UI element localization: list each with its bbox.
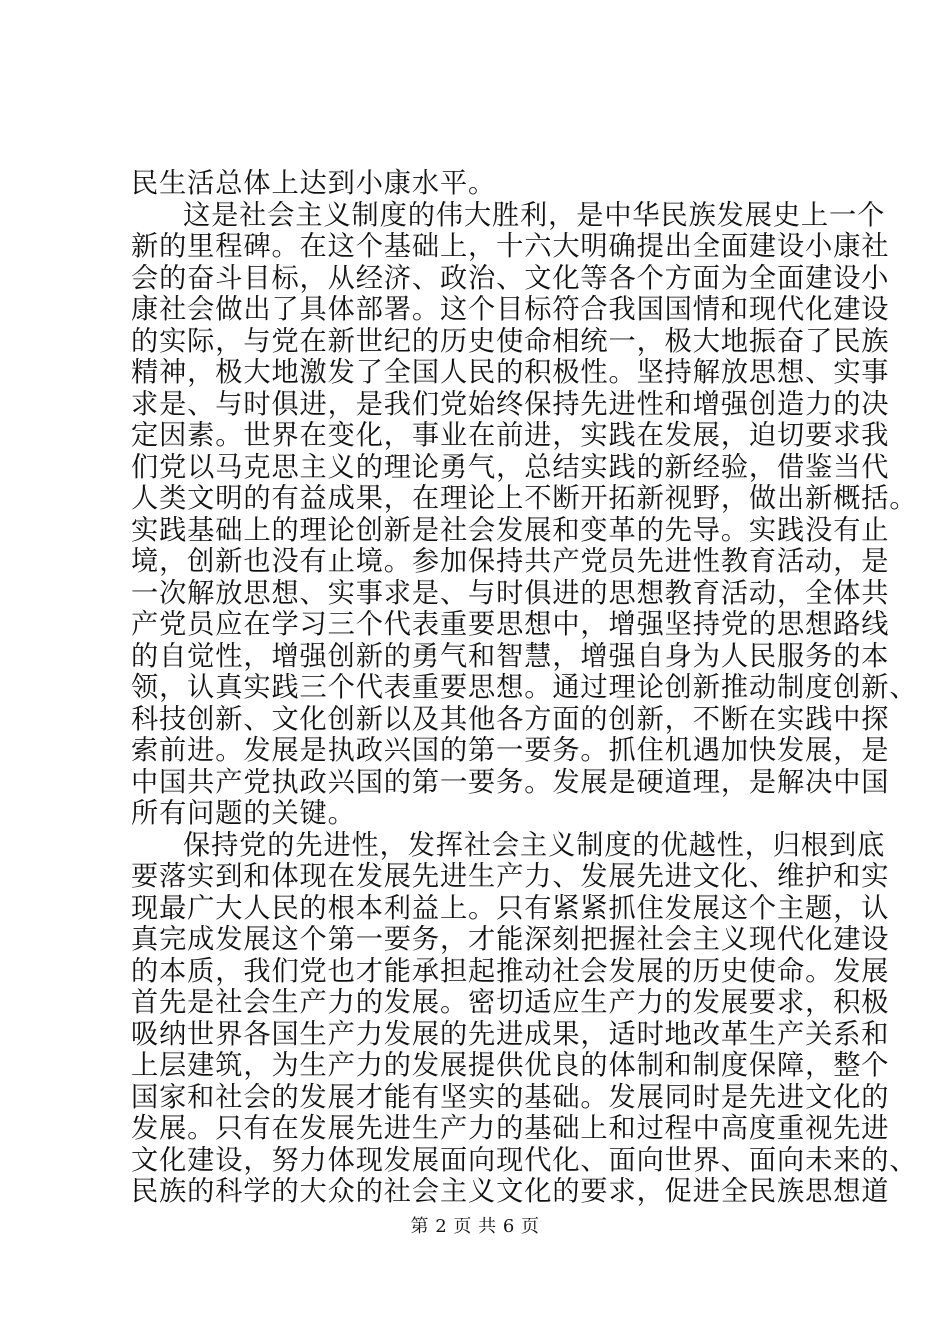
- document-body: [131, 168, 918, 1208]
- text-line: 民生活总体上达到小康水平。: [131, 168, 497, 199]
- text-line: 的本质，我们党也才能承担起推动社会发展的历史使命。发展: [131, 955, 890, 987]
- text-line: 现最广大人民的根本利益上。只有紧紧抓住发展这个主题，认: [131, 892, 890, 924]
- text-line: 吸纳世界各国生产力发展的先进成果，适时地改革生产关系和: [131, 1018, 890, 1050]
- text-line: 会的奋斗目标，从经济、政治、文化等各个方面为全面建设小: [131, 262, 890, 294]
- text-line: 求是、与时俱进，是我们党始终保持先进性和增强创造力的决: [131, 388, 890, 420]
- text-line: 精神，极大地激发了全国人民的积极性。坚持解放思想、实事: [131, 357, 890, 388]
- text-line: 康社会做出了具体部署。这个目标符合我国国情和现代化建设: [131, 294, 890, 325]
- text-line: 境，创新也没有止境。参加保持共产党员先进性教育活动，是: [131, 546, 890, 577]
- text-line: 科技创新、文化创新以及其他各方面的创新，不断在实践中探: [131, 703, 890, 735]
- page-footer: 第 2 页 共 6 页: [410, 1216, 540, 1237]
- text-line: 所有问题的关键。: [131, 798, 356, 829]
- text-line: 们党以马克思主义的理论勇气，总结实践的新经验，借鉴当代: [131, 451, 890, 483]
- text-line: 人类文明的有益成果，在理论上不断开拓新视野，做出新概括。: [131, 483, 918, 514]
- text-line: 一次解放思想、实事求是、与时俱进的思想教育活动，全体共: [131, 577, 890, 609]
- text-line: 国家和社会的发展才能有坚实的基础。发展同时是先进文化的: [131, 1081, 890, 1113]
- text-line: 的实际，与党在新世纪的历史使命相统一，极大地振奋了民族: [131, 325, 890, 357]
- text-line: 实践基础上的理论创新是社会发展和变革的先导。实践没有止: [131, 514, 890, 546]
- text-line: 中国共产党执政兴国的第一要务。发展是硬道理，是解决中国: [131, 766, 890, 798]
- text-line: 新的里程碑。在这个基础上，十六大明确提出全面建设小康社: [131, 231, 890, 262]
- text-line: 定因素。世界在变化，事业在前进，实践在发展，迫切要求我: [131, 420, 890, 451]
- text-line: 文化建设，努力体现发展面向现代化、面向世界、面向未来的、: [131, 1144, 918, 1176]
- text-line: 的自觉性，增强创新的勇气和智慧，增强自身为人民服务的本: [131, 640, 890, 672]
- text-line: 上层建筑，为生产力的发展提供优良的体制和制度保障，整个: [131, 1050, 890, 1081]
- text-line: 这是社会主义制度的伟大胜利，是中华民族发展史上一个: [183, 199, 886, 231]
- text-line: 发展。只有在发展先进生产力的基础上和过程中高度重视先进: [131, 1113, 890, 1144]
- text-line: 首先是社会生产力的发展。密切适应生产力的发展要求，积极: [131, 987, 890, 1018]
- text-line: 要落实到和体现在发展先进生产力、发展先进文化、维护和实: [131, 861, 890, 892]
- text-line: 索前进。发展是执政兴国的第一要务。抓住机遇加快发展，是: [131, 735, 890, 766]
- text-line: 领，认真实践三个代表重要思想。通过理论创新推动制度创新、: [131, 672, 918, 703]
- text-line: 产党员应在学习三个代表重要思想中，增强坚持党的思想路线: [131, 609, 890, 640]
- text-line: 保持党的先进性，发挥社会主义制度的优越性，归根到底: [183, 829, 886, 861]
- text-line: 民族的科学的大众的社会主义文化的要求，促进全民族思想道: [131, 1176, 890, 1207]
- text-line: 真完成发展这个第一要务，才能深刻把握社会主义现代化建设: [131, 924, 890, 955]
